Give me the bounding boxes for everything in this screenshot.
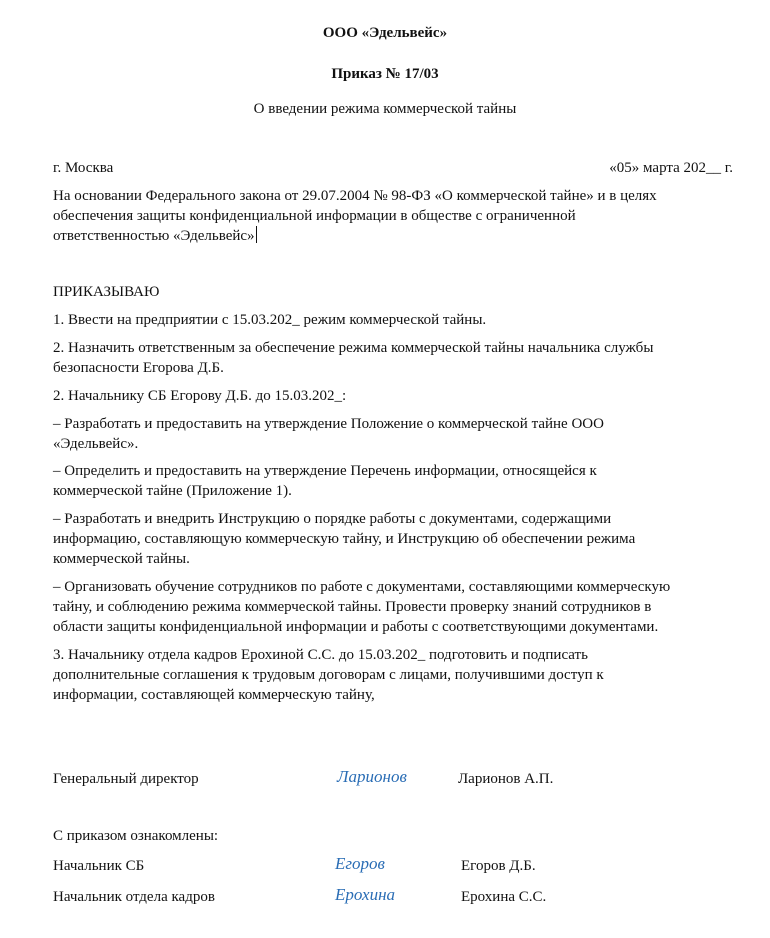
order-title: Приказ № 17/03 xyxy=(331,66,439,82)
preamble-line: ответственностью «Эдельвейс» xyxy=(53,228,255,244)
preamble[interactable] xyxy=(53,186,743,246)
item-5: – Определить и предоставить на утверждение Перечень информации, относящейся к коммерческой тайне (Приложение 1). xyxy=(53,463,597,499)
item-7: – Организовать обучение сотрудников по работе с документами, составляющими коммерческую тайну, и соблюдению режима коммерческой тайны. Провести проверку знаний сотрудников в области защиты конфиденциальной информации и работы с соответствующими документами. xyxy=(53,579,671,635)
item-2: 2. Назначить ответственным за обеспечение режима коммерческой тайны начальника службы безопасности Егорова Д.Б. xyxy=(53,340,654,376)
company-name: ООО «Эдельвейс» xyxy=(322,25,448,41)
director-signature: Ларионов xyxy=(337,767,407,786)
text-cursor xyxy=(256,226,257,243)
director-role: Генеральный директор xyxy=(53,771,199,787)
item-8: 3. Начальнику отдела кадров Ерохиной С.С. до 15.03.202_ подготовить и подписать дополнительные соглашения к трудовым договорам с лицами, получившими доступ к информации, составляющей коммерческую тайну, xyxy=(53,647,604,703)
preamble-line: обеспечения защиты конфиденциальной информации в обществе с ограниченной xyxy=(53,208,576,224)
city: г. Москва xyxy=(53,160,114,176)
signer-role: Начальник СБ xyxy=(53,858,145,874)
signer-signature: Егоров xyxy=(335,854,385,873)
preamble-line: На основании Федерального закона от 29.07.2004 № 98-ФЗ «О коммерческой тайне» и в целях xyxy=(53,188,657,204)
signer-role: Начальник отдела кадров xyxy=(53,889,215,905)
item-1: 1. Ввести на предприятии с 15.03.202_ режим коммерческой тайны. xyxy=(53,312,487,328)
acquainted-label: С приказом ознакомлены: xyxy=(53,828,219,844)
date: «05» марта 202__ г. xyxy=(609,160,733,176)
director-name: Ларионов А.П. xyxy=(458,771,554,787)
order-subject: О введении режима коммерческой тайны xyxy=(253,101,517,117)
signer-signature: Ерохина xyxy=(335,885,396,904)
signer-name: Ерохина С.С. xyxy=(461,889,547,905)
item-3: 2. Начальнику СБ Егорову Д.Б. до 15.03.202_: xyxy=(53,388,347,404)
order-word: ПРИКАЗЫВАЮ xyxy=(53,284,160,300)
signer-name: Егоров Д.Б. xyxy=(461,858,536,874)
item-6: – Разработать и внедрить Инструкцию о порядке работы с документами, содержащими информацию, составляющую коммерческую тайну, и Инструкцию об обеспечении режима коммерческой тайны. xyxy=(53,511,636,567)
item-4: – Разработать и предоставить на утверждение Положение о коммерческой тайне ООО «Эдельвейс». xyxy=(53,416,604,452)
